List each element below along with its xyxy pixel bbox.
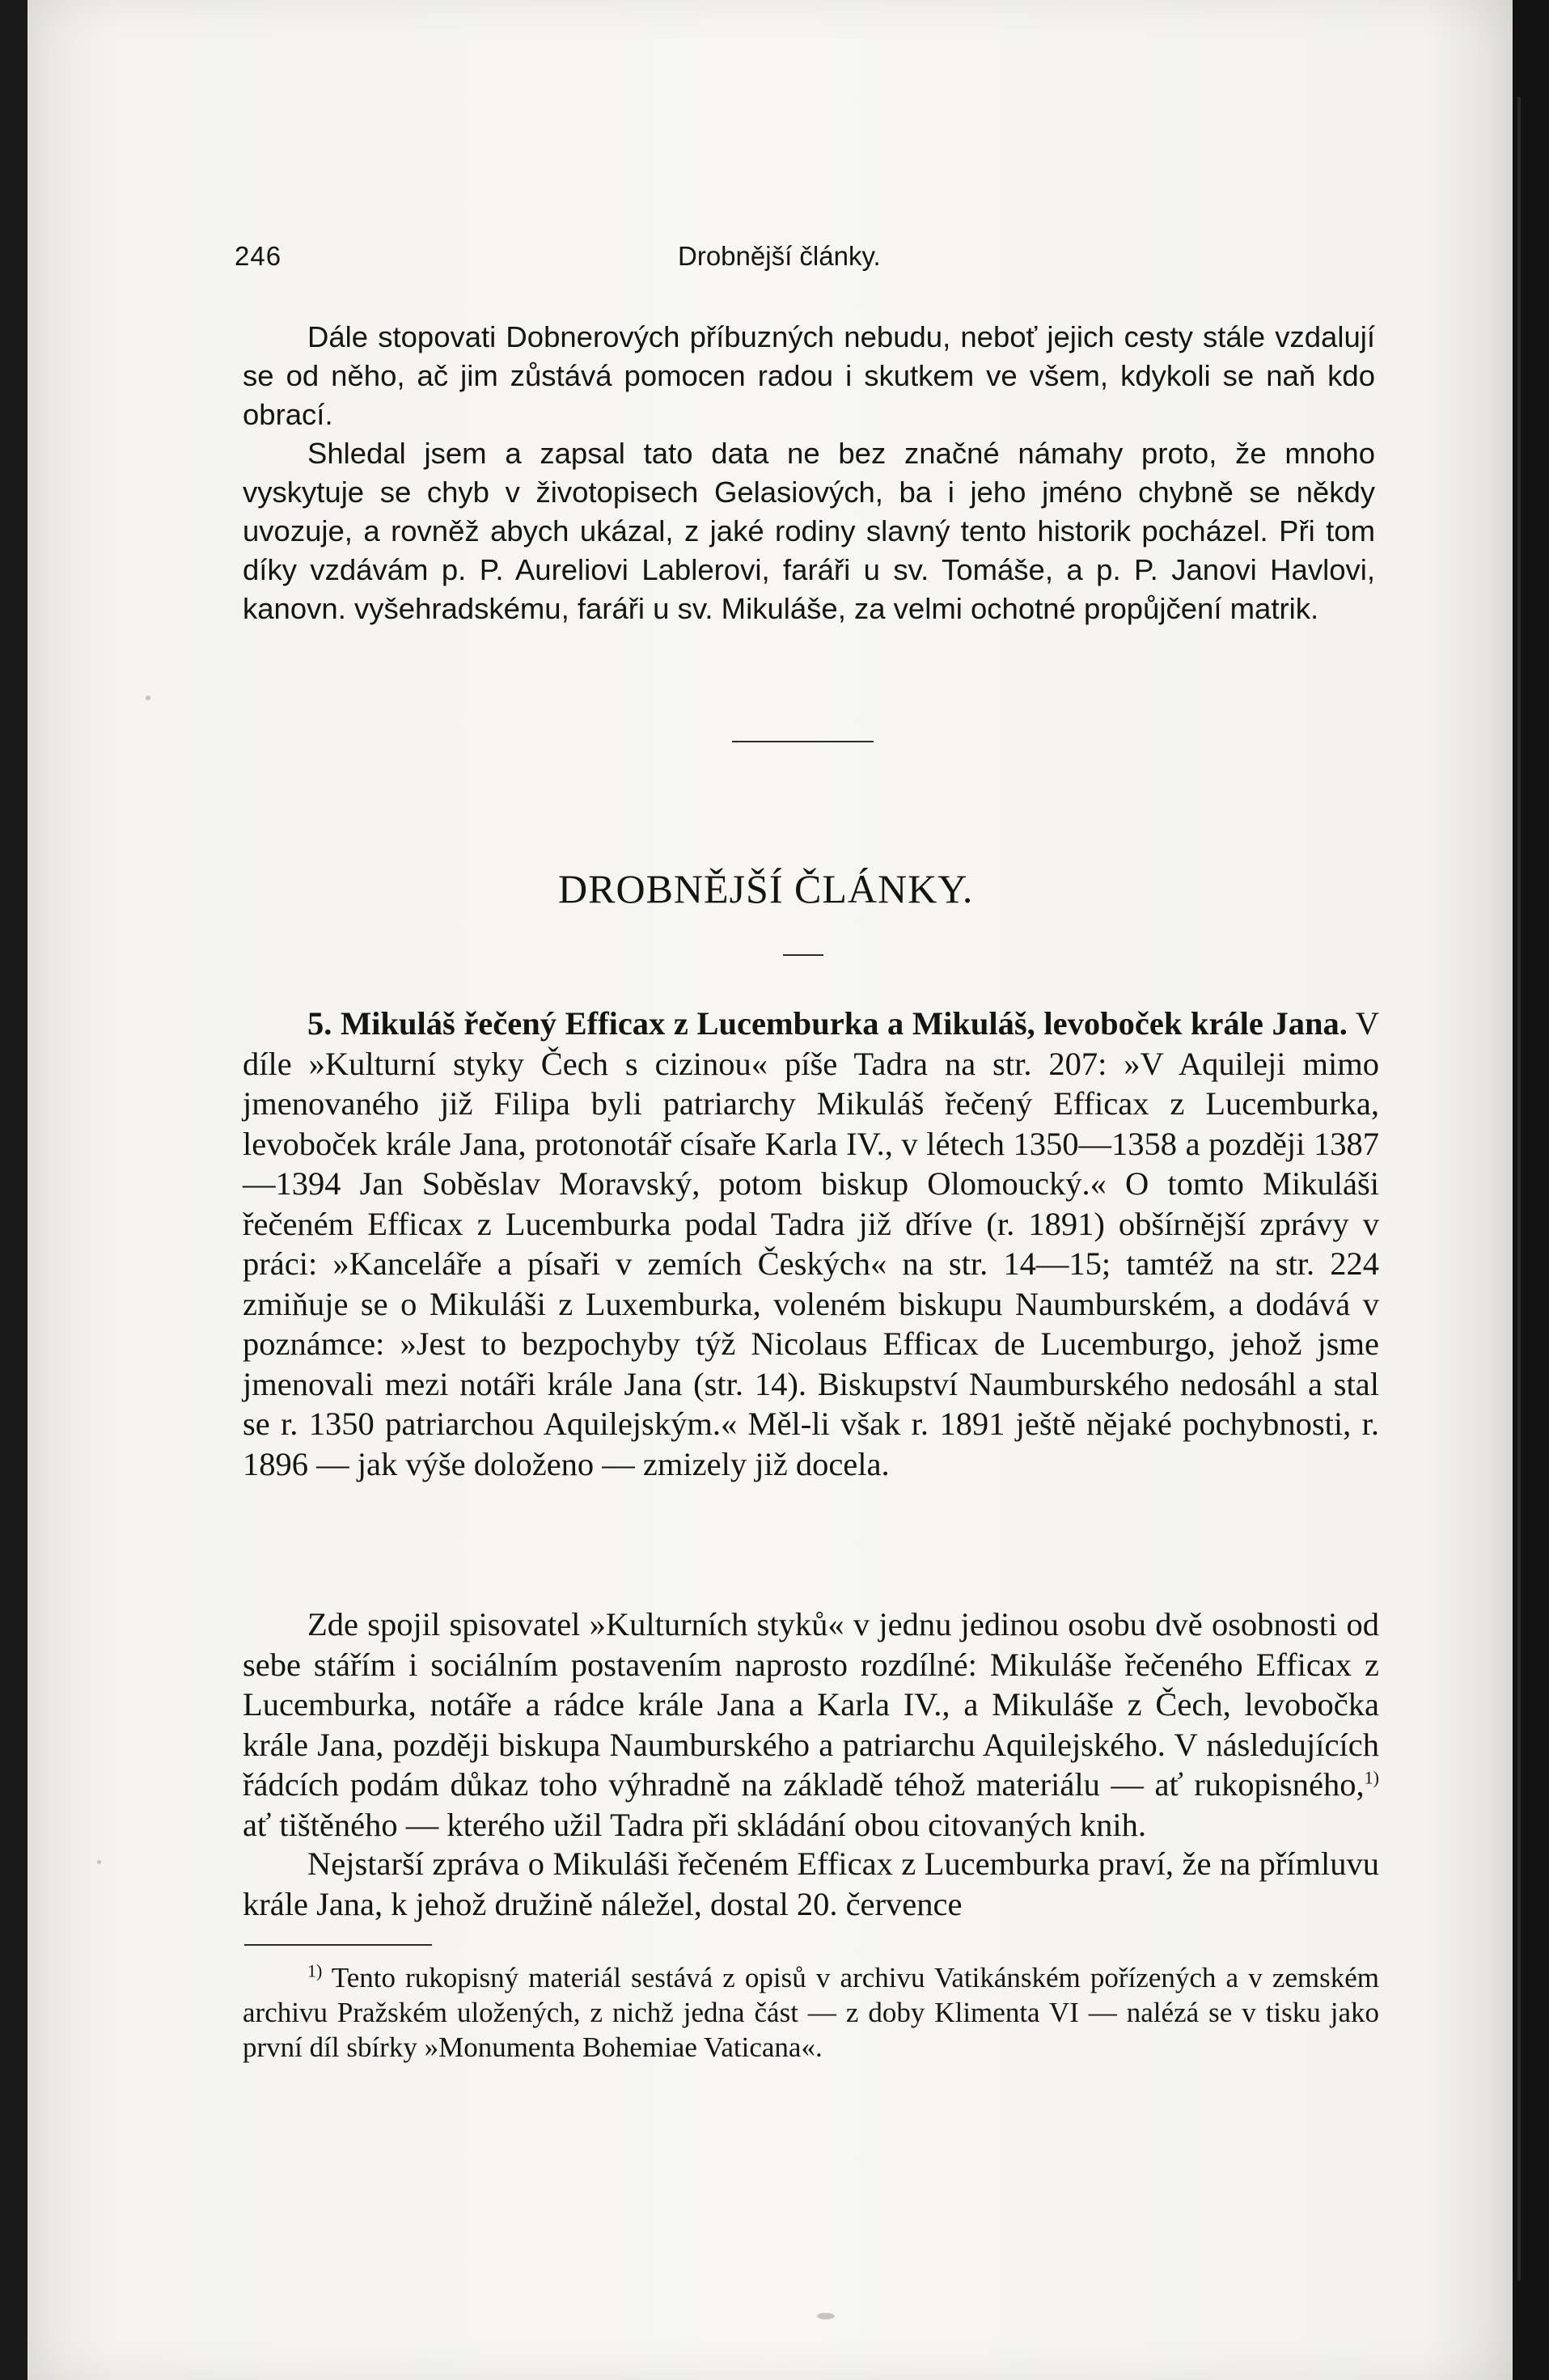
paragraph-acknowledgements: Shledal jsem a zapsal tato data ne bez značné námahy proto, že mnoho vyskytuje se chyb v životopisech Gelasiových, ba i jeho jméno chybně se někdy uvozuje, a rovněž abych ukázal, z jaké rodiny slavný tento historik pocházel. Při tom díky vzdávám p. P. Aureliovi Lablerovi, faráři u sv. Tomáše, a p. P. Janovi Havlovi, kanovn. vyšehradskému, faráři u sv. Mikuláše, za velmi ochotné propůjčení matrik. — [243, 437, 1375, 625]
page-header — [235, 241, 1383, 281]
article-paragraph-2 — [243, 1604, 1379, 1845]
page-number: 246 — [235, 241, 282, 271]
paper-speck — [817, 2313, 835, 2319]
footnote-text: Tento rukopisný materiál sestává z opisů v archivu Vatikánském pořízených a v zemském archivu Pražském uložených, z nichž jedna část — z doby Klimenta VI — nalézá se v tisku jako první díl sbírky »Monumenta Bohemiae Vaticana«. — [243, 1962, 1379, 2063]
running-title: Drobnější články. — [678, 241, 881, 271]
footnote-marker: 1) — [307, 1960, 323, 1981]
title-divider — [783, 954, 823, 956]
binding-line — [1517, 97, 1521, 2281]
article-text-1: V díle »Kulturní styky Čech s cizinou« píše Tadra na str. 207: »V Aquileji mimo jmenovaného již Filipa byli patriarchy Mikuláš řečený Efficax z Lucemburka, levoboček krále Jana, protonotář císaře Karla IV., v létech 1350—1358 a později 1387—1394 Jan Soběslav Moravský, potom biskup Olomoucký.« O tomto Mikuláši řečeném Efficax z Lucemburka podal Tadra již dříve (r. 1891) obšírnější zprávy v práci: »Kanceláře a písaři v zemích Českých« na str. 14—15; tamtéž na str. 224 zmiňuje se o Mikuláši z Luxemburka, voleném biskupu Naumburském, a dodává v poznámce: »Jest to bezpochyby týž Nicolaus Efficax de Lucemburgo, jehož jsme jmenovali mezi notáři krále Jana (str. 14). Biskupství Naumburského nedosáhl a stal se r. 1350 patriarchou Aquilejským.« Měl-li však r. 1891 ještě nějaké pochybnosti, r. 1896 — jak výše doloženo — zmizely již docela. — [243, 1005, 1379, 1482]
paper-speck — [146, 695, 150, 700]
article-text-2b: ať tištěného — kterého užil Tadra při skládání obou citovaných knih. — [243, 1806, 1147, 1843]
footnote — [243, 1960, 1379, 2065]
paper-speck — [97, 1860, 101, 1864]
footnote-reference: 1) — [1364, 1767, 1379, 1788]
article-heading: 5. Mikuláš řečený Efficax z Lucemburka a Mikuláš, levoboček krále Jana. — [307, 1005, 1348, 1042]
footnote-rule — [244, 1944, 432, 1946]
section-title: DROBNĚJŠÍ ČLÁNKY. — [558, 866, 974, 911]
article-text-2a: Zde spojil spisovatel »Kulturních styků« v jednu jedinou osobu dvě osobnosti od sebe stářím i sociálním postavením naprosto rozdílné: Mikuláše řečeného Efficax z Lucemburka, notáře a rádce krále Jana a Karla IV., a Mikuláše z Čech, levobočka krále Jana, později biskupa Naumburského a patriarchu Aquilejského. V následujících řádcích podám důkaz toho výhradně na základě téhož materiálu — ať rukopisného, — [243, 1606, 1379, 1803]
article-paragraph-1 — [243, 1004, 1379, 1484]
article-paragraph-3: Nejstarší zpráva o Mikuláši řečeném Efficax z Lucemburka praví, že na přímluvu krále Jana, k jehož družině náležel, dostal 20. července — [243, 1845, 1379, 1922]
section-divider — [732, 741, 874, 742]
paragraph-dobner-relatives: Dále stopovati Dobnerových příbuzných nebudu, neboť jejich cesty stále vzdalují se od něho, ač jim zůstává pomocen radou i skutkem ve všem, kdykoli se naň kdo obrací. — [243, 320, 1375, 431]
